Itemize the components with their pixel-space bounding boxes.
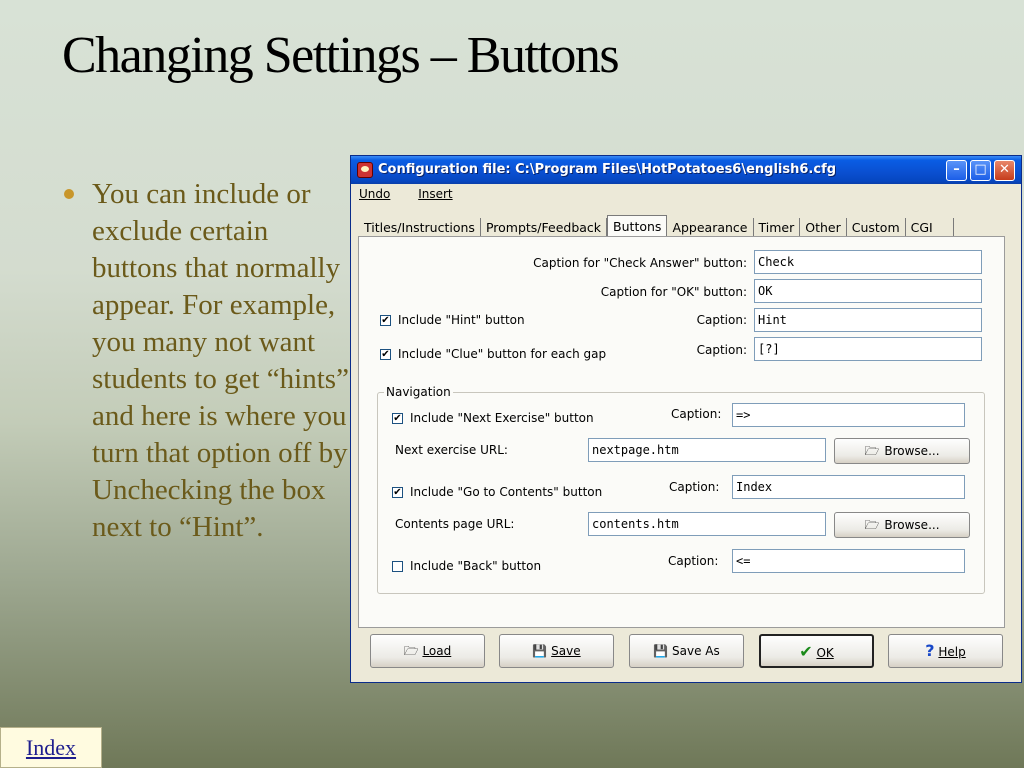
load-button[interactable]: [370, 634, 485, 668]
clue-checkbox-label: Include "Clue" button for each gap: [398, 347, 607, 361]
hot-potatoes-app-icon: [357, 162, 373, 178]
tab-cgi[interactable]: CGI: [906, 218, 954, 238]
save-as-button[interactable]: [629, 634, 744, 668]
next-url-input[interactable]: nextpage.htm: [588, 438, 826, 462]
back-caption-label: Caption:: [668, 554, 719, 568]
hint-checkbox[interactable]: ✔: [381, 315, 390, 326]
clue-checkbox[interactable]: ✔: [381, 349, 390, 360]
contents-caption-input[interactable]: Index: [732, 475, 965, 499]
save-button[interactable]: [499, 634, 614, 668]
ok-caption-input[interactable]: OK: [754, 279, 982, 303]
menu-insert-label: Insert: [418, 187, 453, 201]
tab-timer[interactable]: Timer: [754, 218, 801, 238]
hint-checkbox-label: Include "Hint" button: [398, 313, 525, 327]
back-checkbox[interactable]: [392, 561, 403, 572]
ok-button[interactable]: [759, 634, 874, 668]
navigation-legend: Navigation: [386, 385, 451, 399]
next-caption-input[interactable]: =>: [732, 403, 965, 427]
tab-prompts-feedback[interactable]: Prompts/Feedback: [481, 218, 607, 238]
tab-custom[interactable]: Custom: [847, 218, 906, 238]
ok-button-label: OK: [816, 646, 834, 660]
tab-other[interactable]: Other: [800, 218, 847, 238]
folder-open-icon: 🗁: [403, 644, 419, 658]
save-as-button-label: Save As: [672, 644, 720, 658]
slide-title: Changing Settings – Buttons: [62, 27, 619, 84]
ok-caption-label: Caption for "OK" button:: [600, 285, 747, 299]
contents-browse-label: Browse...: [884, 518, 940, 532]
back-caption-input[interactable]: <=: [732, 549, 965, 573]
next-exercise-checkbox[interactable]: ✔: [393, 413, 402, 424]
next-exercise-checkbox-label: Include "Next Exercise" button: [410, 411, 594, 425]
contents-browse-button[interactable]: [834, 512, 970, 538]
bullet-text: You can include or exclude certain buttons that normally appear. For example, you many not want students to get “hints” and here is where you turn that option off by Unchecking the box next to “Hint”.: [92, 178, 349, 543]
go-to-contents-checkbox[interactable]: ✔: [393, 487, 402, 498]
dialog-button-bar: [358, 624, 1005, 676]
tab-strip: [359, 214, 954, 238]
next-caption-label: Caption:: [671, 407, 722, 421]
go-to-contents-checkbox-label: Include "Go to Contents" button: [410, 485, 603, 499]
menu-undo-label: Undo: [359, 187, 391, 201]
navigation-group: [377, 385, 985, 594]
check-caption-label: Caption for "Check Answer" button:: [533, 256, 747, 270]
index-link[interactable]: Index: [0, 727, 102, 768]
help-button[interactable]: [888, 634, 1003, 668]
question-mark-icon: ?: [925, 641, 935, 660]
contents-caption-label: Caption:: [669, 480, 720, 494]
clue-caption-input[interactable]: [?]: [754, 337, 982, 361]
help-button-label: Help: [938, 645, 966, 659]
title-bar[interactable]: [351, 156, 1021, 184]
buttons-tab-panel: [358, 236, 1005, 628]
bullet-point: [64, 176, 354, 546]
folder-icon: 🗁: [864, 444, 880, 458]
check-caption-input[interactable]: Check: [754, 250, 982, 274]
bullet-dot-icon: [64, 189, 74, 199]
hint-caption-input[interactable]: Hint: [754, 308, 982, 332]
tab-appearance[interactable]: Appearance: [667, 218, 753, 238]
load-button-label: Load: [422, 644, 452, 658]
checkmark-icon: ✔: [799, 642, 813, 661]
contents-url-label: Contents page URL:: [395, 517, 515, 531]
menu-undo[interactable]: [359, 187, 402, 201]
dialog-title: Configuration file: C:\Program Files\HotPotatoes6\english6.cfg: [378, 162, 837, 177]
tab-buttons[interactable]: Buttons: [607, 215, 667, 239]
maximize-button[interactable]: □: [970, 160, 991, 181]
menu-insert[interactable]: [418, 187, 464, 201]
contents-url-input[interactable]: contents.htm: [588, 512, 826, 536]
menu-bar: [359, 187, 477, 205]
next-browse-button[interactable]: [834, 438, 970, 464]
floppy-disk-edit-icon: 💾: [653, 644, 669, 658]
next-url-label: Next exercise URL:: [395, 443, 508, 457]
close-button[interactable]: ✕: [994, 160, 1015, 181]
floppy-disk-icon: 💾: [532, 644, 548, 658]
hint-caption-label: Caption:: [696, 313, 747, 327]
clue-caption-label: Caption:: [696, 343, 747, 357]
back-checkbox-label: Include "Back" button: [410, 559, 542, 573]
configuration-dialog: [350, 155, 1022, 683]
next-browse-label: Browse...: [884, 444, 940, 458]
tab-titles-instructions[interactable]: Titles/Instructions: [359, 218, 481, 238]
save-button-label: Save: [551, 644, 581, 658]
minimize-button[interactable]: –: [946, 160, 967, 181]
folder-icon: 🗁: [864, 518, 880, 532]
